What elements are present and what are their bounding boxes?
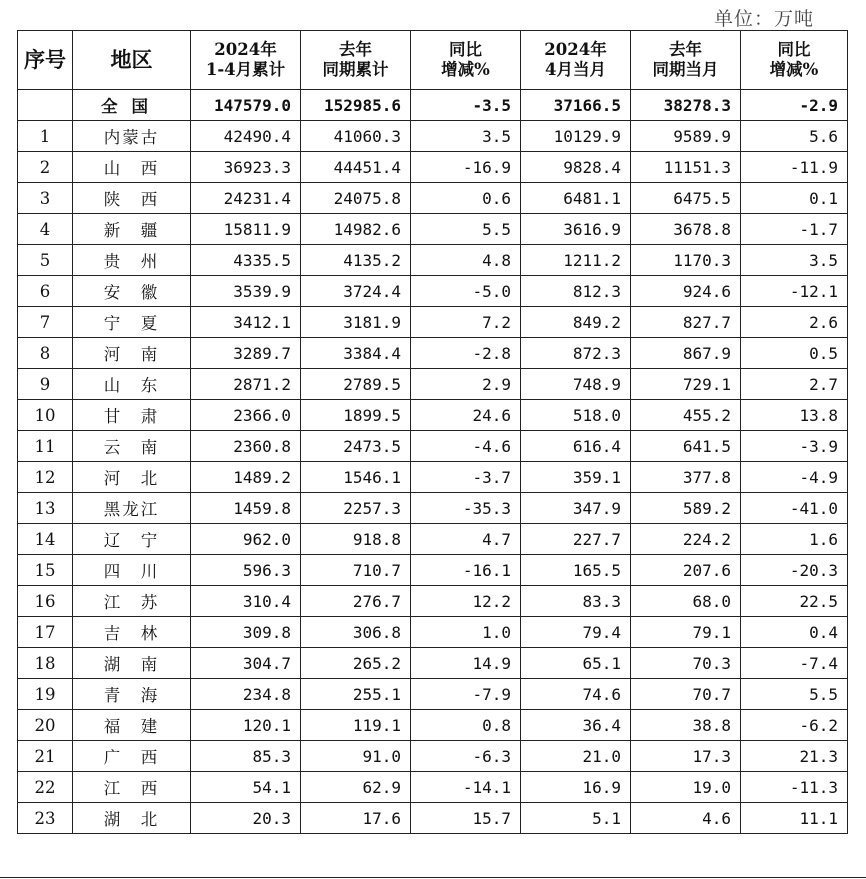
cell-apr-2024: 812.3 (521, 276, 631, 307)
cell-region: 辽 宁 (73, 524, 191, 555)
table-row (18, 307, 848, 338)
cell-apr-2024: 9828.4 (521, 152, 631, 183)
cell-ytd-2024: 1489.2 (191, 462, 301, 493)
cell-region: 甘 肃 (73, 400, 191, 431)
cell-ytd-2024: 962.0 (191, 524, 301, 555)
cell-ytd-2024: 3289.7 (191, 338, 301, 369)
cell-ytd-prev: 3384.4 (301, 338, 411, 369)
cell-region: 江 西 (73, 772, 191, 803)
table-row (18, 276, 848, 307)
cell-apr-2024: 21.0 (521, 741, 631, 772)
cell-ytd-2024: 147579.0 (191, 90, 301, 121)
cell-apr-prev: 79.1 (631, 617, 741, 648)
table-row (18, 214, 848, 245)
cell-ytd-prev: 3724.4 (301, 276, 411, 307)
table-row (18, 400, 848, 431)
cell-ytd-2024: 1459.8 (191, 493, 301, 524)
cell-ytd-prev: 4135.2 (301, 245, 411, 276)
cell-ytd-prev: 91.0 (301, 741, 411, 772)
cell-ytd-prev: 62.9 (301, 772, 411, 803)
cell-apr-prev: 4.6 (631, 803, 741, 834)
cell-ytd-yoy: 4.7 (411, 524, 521, 555)
cell-ytd-2024: 24231.4 (191, 183, 301, 214)
cell-apr-prev: 38278.3 (631, 90, 741, 121)
cell-apr-prev: 17.3 (631, 741, 741, 772)
cell-ytd-yoy: 7.2 (411, 307, 521, 338)
cell-ytd-2024: 36923.3 (191, 152, 301, 183)
coal-output-table (17, 30, 848, 834)
cell-ytd-yoy: -3.5 (411, 90, 521, 121)
cell-ytd-prev: 14982.6 (301, 214, 411, 245)
cell-ytd-yoy: 0.6 (411, 183, 521, 214)
table-row (18, 338, 848, 369)
cell-apr-prev: 9589.9 (631, 121, 741, 152)
cell-ytd-yoy: -35.3 (411, 493, 521, 524)
cell-apr-prev: 377.8 (631, 462, 741, 493)
cell-apr-2024: 616.4 (521, 431, 631, 462)
cell-ytd-prev: 918.8 (301, 524, 411, 555)
table-row (18, 803, 848, 834)
cell-apr-2024: 1211.2 (521, 245, 631, 276)
cell-apr-prev: 924.6 (631, 276, 741, 307)
cell-apr-prev: 38.8 (631, 710, 741, 741)
cell-apr-prev: 19.0 (631, 772, 741, 803)
cell-apr-prev: 867.9 (631, 338, 741, 369)
cell-ytd-prev: 24075.8 (301, 183, 411, 214)
table-row (18, 183, 848, 214)
cell-apr-prev: 827.7 (631, 307, 741, 338)
cell-apr-yoy: -3.9 (741, 431, 848, 462)
total-row (18, 90, 848, 121)
cell-apr-yoy: 5.5 (741, 679, 848, 710)
cell-apr-yoy: 5.6 (741, 121, 848, 152)
cell-apr-2024: 16.9 (521, 772, 631, 803)
header-ytd-yoy: 同比 增减% (411, 31, 521, 90)
table-row (18, 121, 848, 152)
cell-ytd-2024: 15811.9 (191, 214, 301, 245)
cell-index: 1 (18, 121, 73, 152)
header-ytd-prev: 去年 同期累计 (301, 31, 411, 90)
cell-apr-yoy: -11.9 (741, 152, 848, 183)
cell-index: 20 (18, 710, 73, 741)
cell-ytd-2024: 3412.1 (191, 307, 301, 338)
cell-apr-yoy: -41.0 (741, 493, 848, 524)
table-row (18, 555, 848, 586)
cell-ytd-yoy: 12.2 (411, 586, 521, 617)
cell-region: 青 海 (73, 679, 191, 710)
cell-ytd-prev: 255.1 (301, 679, 411, 710)
header-row (18, 31, 848, 90)
cell-apr-2024: 347.9 (521, 493, 631, 524)
cell-index: 13 (18, 493, 73, 524)
cell-apr-yoy: -6.2 (741, 710, 848, 741)
cell-region: 吉 林 (73, 617, 191, 648)
cell-region: 内蒙古 (73, 121, 191, 152)
cell-region: 江 苏 (73, 586, 191, 617)
cell-apr-prev: 224.2 (631, 524, 741, 555)
cell-apr-yoy: -12.1 (741, 276, 848, 307)
cell-apr-yoy: -7.4 (741, 648, 848, 679)
cell-ytd-prev: 2473.5 (301, 431, 411, 462)
cell-apr-prev: 11151.3 (631, 152, 741, 183)
cell-apr-2024: 518.0 (521, 400, 631, 431)
cell-region: 全国 (73, 90, 191, 121)
cell-apr-yoy: 0.5 (741, 338, 848, 369)
cell-apr-2024: 74.6 (521, 679, 631, 710)
cell-apr-yoy: 21.3 (741, 741, 848, 772)
cell-ytd-yoy: 3.5 (411, 121, 521, 152)
cell-ytd-2024: 234.8 (191, 679, 301, 710)
cell-index: 23 (18, 803, 73, 834)
cell-index: 18 (18, 648, 73, 679)
cell-index: 22 (18, 772, 73, 803)
cell-ytd-2024: 304.7 (191, 648, 301, 679)
cell-ytd-2024: 3539.9 (191, 276, 301, 307)
cell-apr-2024: 79.4 (521, 617, 631, 648)
cell-apr-prev: 589.2 (631, 493, 741, 524)
cell-ytd-2024: 85.3 (191, 741, 301, 772)
cell-index: 10 (18, 400, 73, 431)
cell-apr-yoy: -20.3 (741, 555, 848, 586)
cell-ytd-2024: 309.8 (191, 617, 301, 648)
cell-ytd-2024: 54.1 (191, 772, 301, 803)
cell-ytd-prev: 306.8 (301, 617, 411, 648)
cell-ytd-yoy: 1.0 (411, 617, 521, 648)
cell-apr-prev: 70.3 (631, 648, 741, 679)
cell-region: 湖 北 (73, 803, 191, 834)
cell-ytd-yoy: 14.9 (411, 648, 521, 679)
cell-apr-yoy: -2.9 (741, 90, 848, 121)
cell-ytd-2024: 2360.8 (191, 431, 301, 462)
cell-region: 贵 州 (73, 245, 191, 276)
cell-ytd-2024: 596.3 (191, 555, 301, 586)
cell-apr-2024: 10129.9 (521, 121, 631, 152)
cell-ytd-yoy: -16.9 (411, 152, 521, 183)
cell-ytd-yoy: -7.9 (411, 679, 521, 710)
cell-index: 12 (18, 462, 73, 493)
cell-ytd-yoy: 4.8 (411, 245, 521, 276)
cell-ytd-yoy: -4.6 (411, 431, 521, 462)
cell-ytd-prev: 3181.9 (301, 307, 411, 338)
table-row (18, 152, 848, 183)
cell-ytd-2024: 42490.4 (191, 121, 301, 152)
cell-ytd-yoy: -16.1 (411, 555, 521, 586)
cell-apr-yoy: 3.5 (741, 245, 848, 276)
cell-ytd-yoy: -6.3 (411, 741, 521, 772)
cell-ytd-yoy: 15.7 (411, 803, 521, 834)
cell-apr-2024: 6481.1 (521, 183, 631, 214)
table-row (18, 741, 848, 772)
cell-index (18, 90, 73, 121)
cell-apr-yoy: 0.4 (741, 617, 848, 648)
cell-index: 2 (18, 152, 73, 183)
cell-apr-yoy: -4.9 (741, 462, 848, 493)
cell-ytd-prev: 1899.5 (301, 400, 411, 431)
cell-apr-2024: 83.3 (521, 586, 631, 617)
cell-ytd-yoy: 2.9 (411, 369, 521, 400)
cell-apr-yoy: -11.3 (741, 772, 848, 803)
cell-index: 7 (18, 307, 73, 338)
cell-apr-2024: 5.1 (521, 803, 631, 834)
cell-ytd-yoy: 0.8 (411, 710, 521, 741)
cell-index: 11 (18, 431, 73, 462)
cell-region: 安 徽 (73, 276, 191, 307)
cell-apr-yoy: -1.7 (741, 214, 848, 245)
cell-apr-prev: 6475.5 (631, 183, 741, 214)
bottom-divider (0, 877, 866, 878)
table-row (18, 679, 848, 710)
table-row (18, 524, 848, 555)
cell-ytd-prev: 2257.3 (301, 493, 411, 524)
table-row (18, 648, 848, 679)
table-row (18, 772, 848, 803)
cell-index: 3 (18, 183, 73, 214)
cell-apr-prev: 68.0 (631, 586, 741, 617)
cell-ytd-yoy: -5.0 (411, 276, 521, 307)
cell-apr-2024: 227.7 (521, 524, 631, 555)
cell-apr-yoy: 1.6 (741, 524, 848, 555)
cell-ytd-yoy: -2.8 (411, 338, 521, 369)
cell-ytd-2024: 2366.0 (191, 400, 301, 431)
cell-ytd-2024: 4335.5 (191, 245, 301, 276)
cell-region: 广 西 (73, 741, 191, 772)
cell-apr-yoy: 22.5 (741, 586, 848, 617)
cell-apr-prev: 70.7 (631, 679, 741, 710)
header-apr-yoy: 同比 增减% (741, 31, 848, 90)
cell-apr-prev: 1170.3 (631, 245, 741, 276)
cell-ytd-prev: 41060.3 (301, 121, 411, 152)
cell-index: 5 (18, 245, 73, 276)
cell-region: 福 建 (73, 710, 191, 741)
cell-apr-prev: 3678.8 (631, 214, 741, 245)
cell-region: 新 疆 (73, 214, 191, 245)
cell-region: 山 东 (73, 369, 191, 400)
unit-label: 单位：万吨 (713, 8, 814, 30)
table-row (18, 431, 848, 462)
cell-index: 17 (18, 617, 73, 648)
cell-apr-yoy: 2.7 (741, 369, 848, 400)
cell-region: 黑龙江 (73, 493, 191, 524)
cell-index: 8 (18, 338, 73, 369)
table-row (18, 369, 848, 400)
cell-ytd-prev: 2789.5 (301, 369, 411, 400)
cell-region: 山 西 (73, 152, 191, 183)
cell-ytd-prev: 119.1 (301, 710, 411, 741)
cell-ytd-yoy: 24.6 (411, 400, 521, 431)
header-apr-2024: 2024年 4月当月 (521, 31, 631, 90)
cell-ytd-2024: 2871.2 (191, 369, 301, 400)
table-row (18, 710, 848, 741)
cell-index: 15 (18, 555, 73, 586)
cell-ytd-prev: 44451.4 (301, 152, 411, 183)
cell-ytd-prev: 710.7 (301, 555, 411, 586)
cell-region: 河 南 (73, 338, 191, 369)
header-region: 地区 (73, 31, 191, 90)
cell-apr-2024: 748.9 (521, 369, 631, 400)
cell-apr-yoy: 0.1 (741, 183, 848, 214)
header-index: 序号 (18, 31, 73, 90)
cell-index: 19 (18, 679, 73, 710)
cell-ytd-prev: 1546.1 (301, 462, 411, 493)
cell-region: 湖 南 (73, 648, 191, 679)
cell-apr-prev: 729.1 (631, 369, 741, 400)
cell-ytd-2024: 120.1 (191, 710, 301, 741)
cell-region: 陕 西 (73, 183, 191, 214)
table-row (18, 586, 848, 617)
table-row (18, 245, 848, 276)
cell-apr-2024: 36.4 (521, 710, 631, 741)
cell-ytd-2024: 310.4 (191, 586, 301, 617)
cell-apr-2024: 65.1 (521, 648, 631, 679)
table-row (18, 462, 848, 493)
cell-apr-prev: 641.5 (631, 431, 741, 462)
cell-apr-2024: 165.5 (521, 555, 631, 586)
cell-ytd-prev: 17.6 (301, 803, 411, 834)
cell-apr-yoy: 2.6 (741, 307, 848, 338)
cell-ytd-prev: 276.7 (301, 586, 411, 617)
table-row (18, 493, 848, 524)
cell-ytd-yoy: -3.7 (411, 462, 521, 493)
cell-index: 9 (18, 369, 73, 400)
cell-ytd-yoy: 5.5 (411, 214, 521, 245)
cell-index: 6 (18, 276, 73, 307)
cell-region: 河 北 (73, 462, 191, 493)
cell-apr-yoy: 13.8 (741, 400, 848, 431)
cell-ytd-prev: 152985.6 (301, 90, 411, 121)
cell-ytd-yoy: -14.1 (411, 772, 521, 803)
header-apr-prev: 去年 同期当月 (631, 31, 741, 90)
cell-apr-prev: 207.6 (631, 555, 741, 586)
cell-index: 21 (18, 741, 73, 772)
cell-index: 4 (18, 214, 73, 245)
cell-index: 16 (18, 586, 73, 617)
cell-apr-2024: 872.3 (521, 338, 631, 369)
cell-apr-prev: 455.2 (631, 400, 741, 431)
cell-apr-2024: 359.1 (521, 462, 631, 493)
table-row (18, 617, 848, 648)
cell-apr-2024: 37166.5 (521, 90, 631, 121)
cell-index: 14 (18, 524, 73, 555)
cell-region: 宁 夏 (73, 307, 191, 338)
cell-apr-yoy: 11.1 (741, 803, 848, 834)
cell-region: 云 南 (73, 431, 191, 462)
cell-ytd-2024: 20.3 (191, 803, 301, 834)
cell-region: 四 川 (73, 555, 191, 586)
cell-apr-2024: 849.2 (521, 307, 631, 338)
cell-ytd-prev: 265.2 (301, 648, 411, 679)
header-ytd-2024: 2024年 1-4月累计 (191, 31, 301, 90)
cell-apr-2024: 3616.9 (521, 214, 631, 245)
